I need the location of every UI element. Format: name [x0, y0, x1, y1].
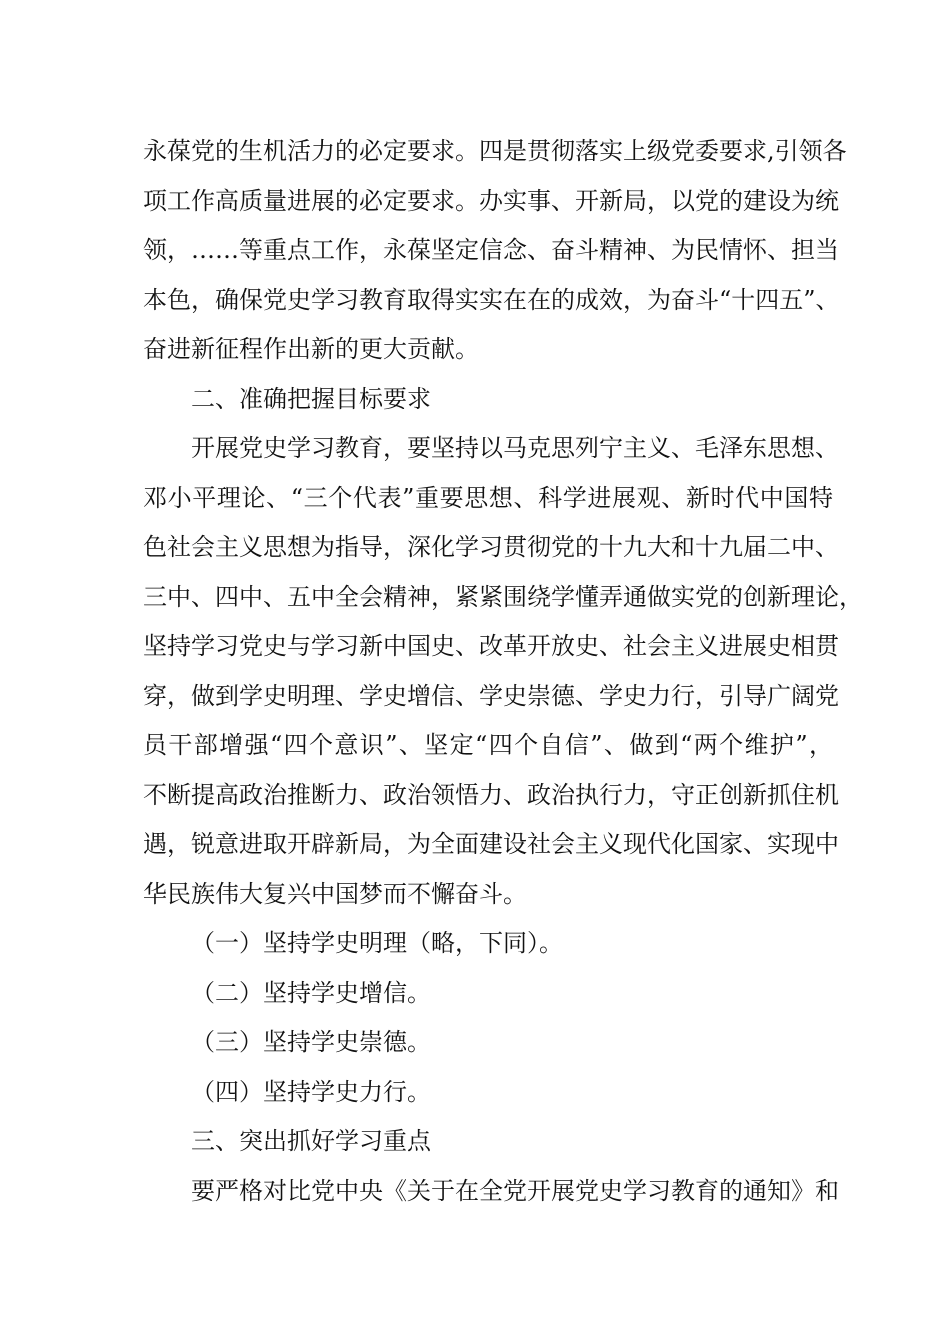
document-line: 奋进新征程作出新的更大贡献。 [143, 335, 479, 363]
document-line: 三、突出抓好学习重点 [191, 1127, 431, 1155]
document-line: 永葆党的生机活力的必定要求。四是贯彻落实上级党委要求,引领各 [143, 137, 847, 165]
document-line: 要严格对比党中央《关于在全党开展党史学习教育的通知》和 [191, 1176, 839, 1205]
document-body [143, 127, 863, 1216]
document-line: （三）坚持学史崇德。 [191, 1028, 431, 1056]
document-line: 穿，做到学史明理、学史增信、学史崇德、学史力行，引导广阔党 [143, 681, 839, 710]
document-line: （二）坚持学史增信。 [191, 978, 431, 1007]
document-line: 三中、四中、五中全会精神，紧紧围绕学懂弄通做实党的创新理论， [143, 582, 863, 611]
document-line: （一）坚持学史明理（略，下同）。 [191, 929, 563, 957]
document-line: 华民族伟大复兴中国梦而不懈奋斗。 [143, 879, 527, 908]
document-line: （四）坚持学史力行。 [191, 1077, 431, 1106]
document-line: 邓小平理论、“三个代表”重要思想、科学进展观、新时代中国特 [143, 483, 833, 512]
document-line: 色社会主义思想为指导，深化学习贯彻党的十九大和十九届二中、 [143, 533, 839, 561]
document-line: 坚持学习党史与学习新中国史、改革开放史、社会主义进展史相贯 [143, 632, 839, 660]
document-line: 本色，确保党史学习教育取得实实在在的成效，为奋斗“十四五”、 [143, 285, 840, 314]
document-line: 开展党史学习教育，要坚持以马克思列宁主义、毛泽东思想、 [191, 434, 839, 462]
document-line: 项工作高质量进展的必定要求。办实事、开新局，以党的建设为统 [143, 186, 839, 215]
document-line: 不断提高政治推断力、政治领悟力、政治执行力，守正创新抓住机 [143, 780, 839, 809]
document-line: 员干部增强“四个意识”、坚定“四个自信”、做到“两个维护”， [143, 731, 833, 759]
document-line: 领，……等重点工作，永葆坚定信念、奋斗精神、为民情怀、担当 [143, 236, 839, 264]
document-line: 二、准确把握目标要求 [191, 384, 431, 413]
document-line: 遇，锐意进取开辟新局，为全面建设社会主义现代化国家、实现中 [143, 830, 839, 858]
